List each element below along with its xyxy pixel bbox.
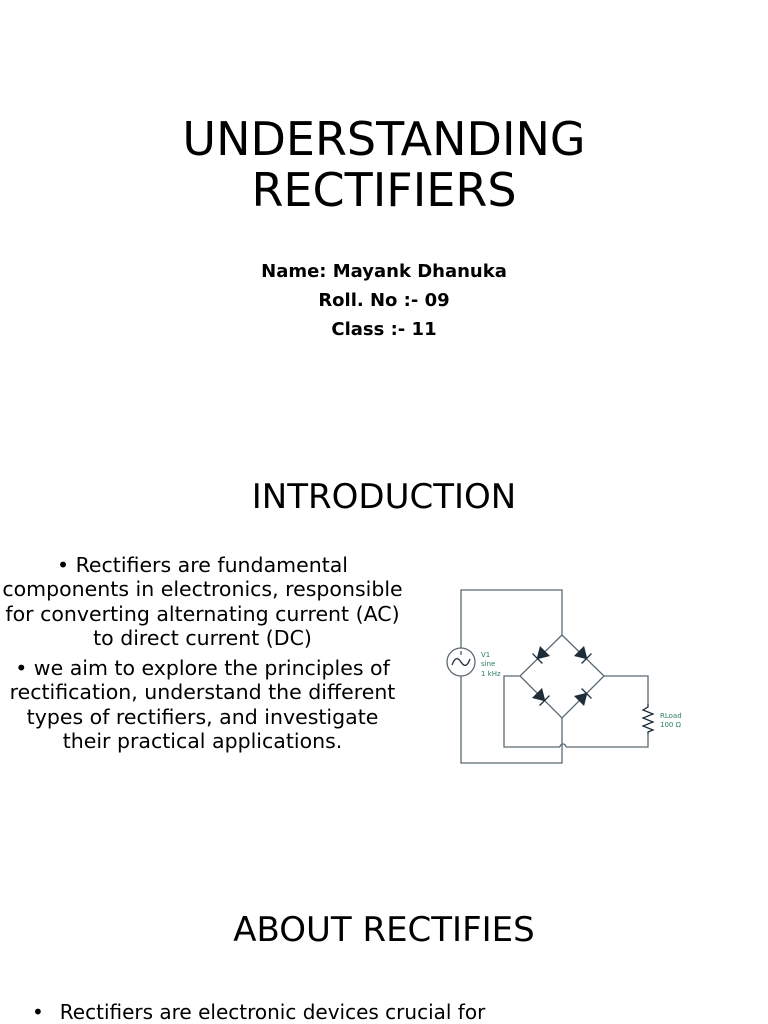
source-type: sine [481,660,496,668]
list-item: • Rectifiers are fundamental components in electronics, responsible for converting alternating current (AC) to direct current (DC) [2,553,403,650]
list-item [32,1000,485,1024]
load-value: 100 Ω [660,721,681,729]
ac-source-icon [447,648,475,676]
class-label: Class :- 11 [331,319,437,340]
introduction-list [0,553,405,759]
author-info [0,257,768,344]
about-text: Rectifiers are electronic devices crucial for [59,1000,486,1024]
list-item: • we aim to explore the principles of rectification, understand the different types of rectifiers, and investigate their practical applications. [9,656,396,754]
resistor-icon [643,704,653,734]
about-heading: ABOUT RECTIFIES [233,910,535,950]
source-frequency: 1 kHz [481,670,501,678]
bullet-marker: • [32,1000,44,1024]
diode-icons [533,647,592,706]
page-title [0,114,768,216]
author-name: Name: Mayank Dhanuka [261,261,507,282]
source-label: V1 [481,651,491,659]
load-label: RLoad [660,712,682,720]
roll-number: Roll. No :- 09 [318,290,450,311]
introduction-heading: INTRODUCTION [251,477,517,517]
title-line-1: UNDERSTANDING [182,112,586,166]
bridge-rectifier-diagram [440,580,690,770]
title-line-2: RECTIFIERS [251,163,517,217]
